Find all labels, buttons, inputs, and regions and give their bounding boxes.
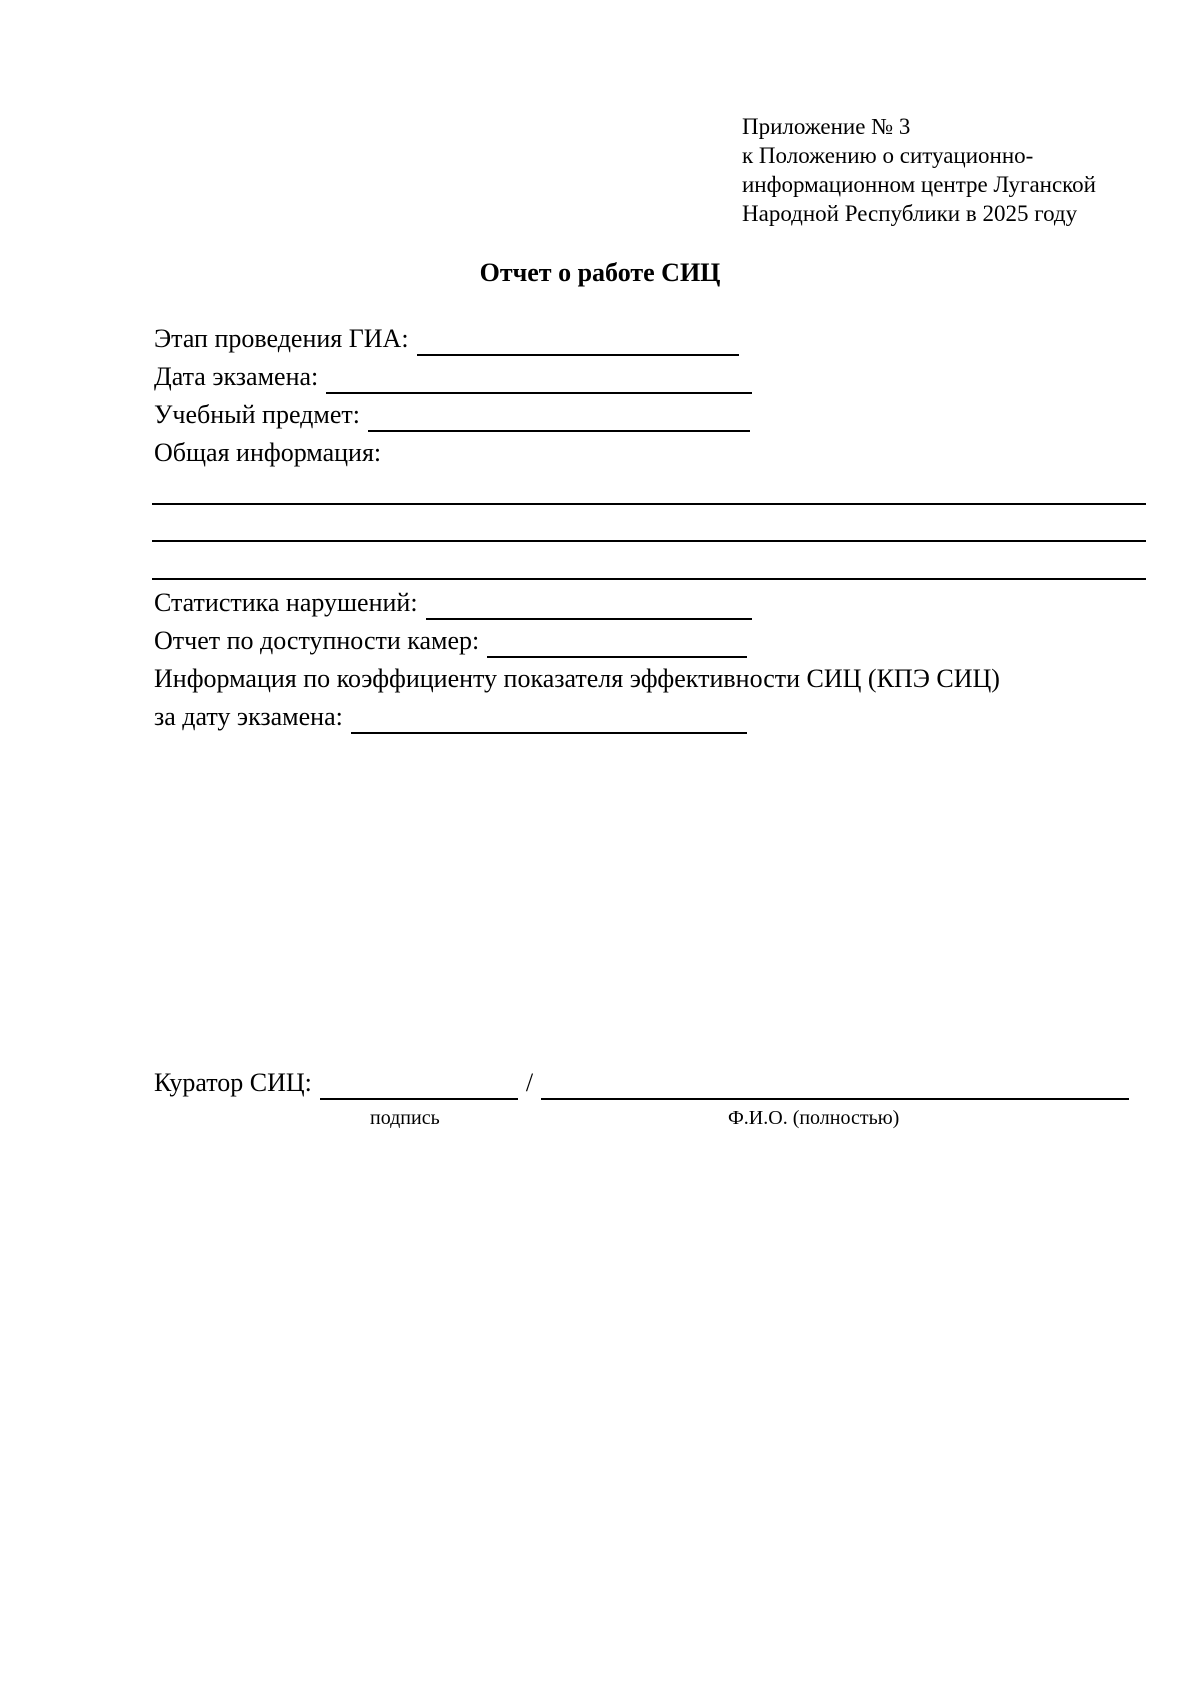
general-info-line-3[interactable] — [152, 578, 1146, 580]
subject-blank-line[interactable] — [368, 406, 750, 432]
violations-row — [154, 586, 752, 620]
cameras-row — [154, 624, 747, 658]
general-info-label: Общая информация: — [154, 438, 382, 467]
stage-label: Этап проведения ГИА: — [154, 324, 409, 353]
appendix-line-2: к Положению о ситуационно- — [742, 143, 1034, 168]
stage-row — [154, 322, 739, 356]
subject-label: Учебный предмет: — [154, 400, 360, 429]
cameras-label: Отчет по доступности камер: — [154, 626, 480, 655]
appendix-line-3: информационном центре Луганской — [742, 172, 1096, 197]
kpe-row-2 — [154, 700, 747, 734]
general-info-line-1[interactable] — [152, 503, 1146, 505]
violations-label: Статистика нарушений: — [154, 588, 418, 617]
exam-date-blank-line[interactable] — [326, 368, 752, 394]
kpe-blank-line[interactable] — [351, 708, 747, 734]
stage-blank-line[interactable] — [417, 330, 739, 356]
full-name-caption: Ф.И.О. (полностью) — [728, 1107, 900, 1129]
general-info-row — [154, 436, 381, 470]
cameras-blank-line[interactable] — [487, 632, 747, 658]
curator-label: Куратор СИЦ: — [154, 1068, 312, 1097]
curator-row — [154, 1066, 1129, 1100]
kpe-label-line-2: за дату экзамена: — [154, 702, 343, 731]
signature-caption: подпись — [370, 1107, 440, 1129]
signature-blank-line[interactable] — [320, 1074, 518, 1100]
full-name-blank-line[interactable] — [541, 1074, 1129, 1100]
exam-date-row — [154, 360, 752, 394]
kpe-label-line-1: Информация по коэффициенту показателя эффективности СИЦ (КПЭ СИЦ) — [154, 664, 1000, 693]
subject-row — [154, 398, 750, 432]
appendix-line-4: Народной Республики в 2025 году — [742, 201, 1078, 226]
appendix-line-1: Приложение № 3 — [742, 114, 911, 139]
violations-blank-line[interactable] — [426, 594, 752, 620]
appendix-header — [742, 112, 1162, 228]
general-info-line-2[interactable] — [152, 540, 1146, 542]
document-title: Отчет о работе СИЦ — [479, 258, 721, 287]
signature-separator: / — [525, 1068, 534, 1097]
exam-date-label: Дата экзамена: — [154, 362, 319, 391]
kpe-row-1 — [154, 662, 1000, 696]
